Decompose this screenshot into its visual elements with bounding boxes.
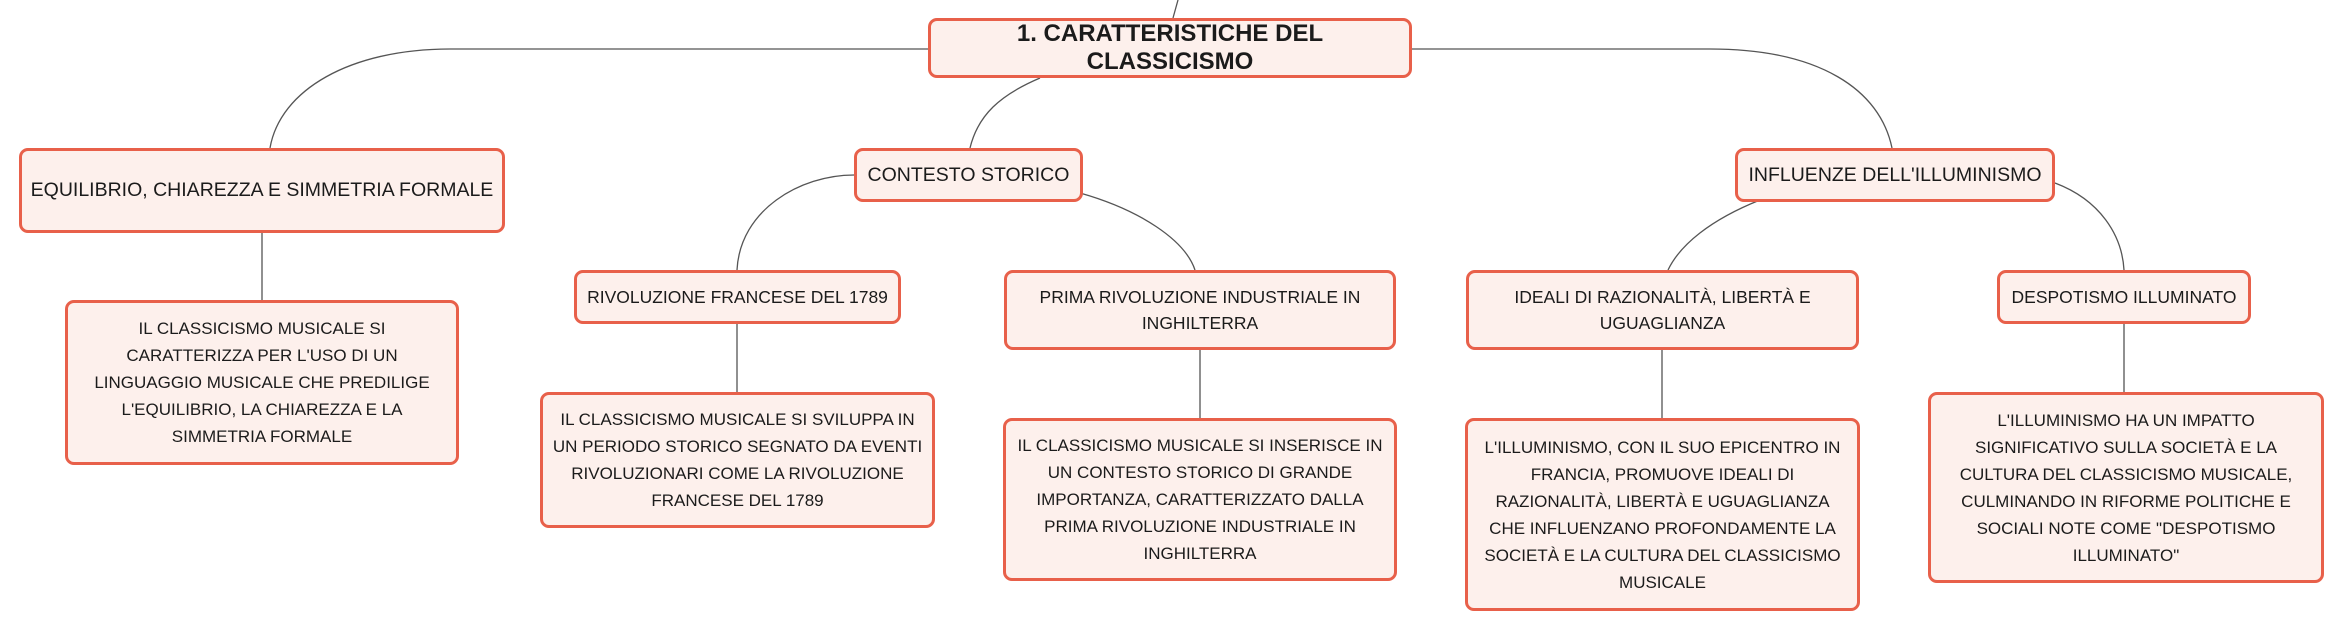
topic-despotismo-illuminato[interactable]: DESPOTISMO ILLUMINATO xyxy=(1997,270,2251,324)
connector-illuminismo-to-ideali xyxy=(1668,200,1760,270)
connector-root-to-illuminismo xyxy=(1412,49,1892,148)
topic-rivoluzione-francese[interactable]: RIVOLUZIONE FRANCESE DEL 1789 xyxy=(574,270,901,324)
detail-equilibrio[interactable]: IL CLASSICISMO MUSICALE SI CARATTERIZZA PER L'USO DI UN LINGUAGGIO MUSICALE CHE PREDILIGE L'EQUILIBRIO, LA CHIAREZZA E LA SIMMETRIA FORMALE xyxy=(65,300,459,465)
topic-rivoluzione-industriale[interactable]: PRIMA RIVOLUZIONE INDUSTRIALE IN INGHILTERRA xyxy=(1004,270,1396,350)
topic-contesto-storico[interactable]: CONTESTO STORICO xyxy=(854,148,1083,202)
detail-despotismo[interactable]: L'ILLUMINISMO HA UN IMPATTO SIGNIFICATIVO SULLA SOCIETÀ E LA CULTURA DEL CLASSICISMO MUSICALE, CULMINANDO IN RIFORME POLITICHE E SOCIALI NOTE COME "DESPOTISMO ILLUMINATO" xyxy=(1928,392,2324,583)
connector-illuminismo-to-despotismo xyxy=(2055,183,2124,270)
root-topic[interactable]: 1. CARATTERISTICHE DEL CLASSICISMO xyxy=(928,18,1412,78)
topic-ideali[interactable]: IDEALI DI RAZIONALITÀ, LIBERTÀ E UGUAGLIANZA xyxy=(1466,270,1859,350)
detail-ideali[interactable]: L'ILLUMINISMO, CON IL SUO EPICENTRO IN FRANCIA, PROMUOVE IDEALI DI RAZIONALITÀ, LIBERTÀ E UGUAGLIANZA CHE INFLUENZANO PROFONDAMENTE LA SOCIETÀ E LA CULTURA DEL CLASSICISMO MUSICALE xyxy=(1465,418,1860,611)
topic-influenze-illuminismo[interactable]: INFLUENZE DELL'ILLUMINISMO xyxy=(1735,148,2055,202)
topic-equilibrio[interactable]: EQUILIBRIO, CHIAREZZA E SIMMETRIA FORMALE xyxy=(19,148,505,233)
connector-parent-to-root xyxy=(1173,0,1178,18)
detail-rivoluzione-industriale[interactable]: IL CLASSICISMO MUSICALE SI INSERISCE IN UN CONTESTO STORICO DI GRANDE IMPORTANZA, CARATTERIZZATO DALLA PRIMA RIVOLUZIONE INDUSTRIALE IN INGHILTERRA xyxy=(1003,418,1397,581)
connector-root-to-contesto xyxy=(970,78,1040,148)
connector-root-to-equilibrio xyxy=(270,49,928,148)
connector-contesto-to-rivoluzione-industriale xyxy=(1080,193,1195,270)
detail-rivoluzione-francese[interactable]: IL CLASSICISMO MUSICALE SI SVILUPPA IN UN PERIODO STORICO SEGNATO DA EVENTI RIVOLUZIONARI COME LA RIVOLUZIONE FRANCESE DEL 1789 xyxy=(540,392,935,528)
connector-contesto-to-rivoluzione-francese xyxy=(737,175,854,270)
